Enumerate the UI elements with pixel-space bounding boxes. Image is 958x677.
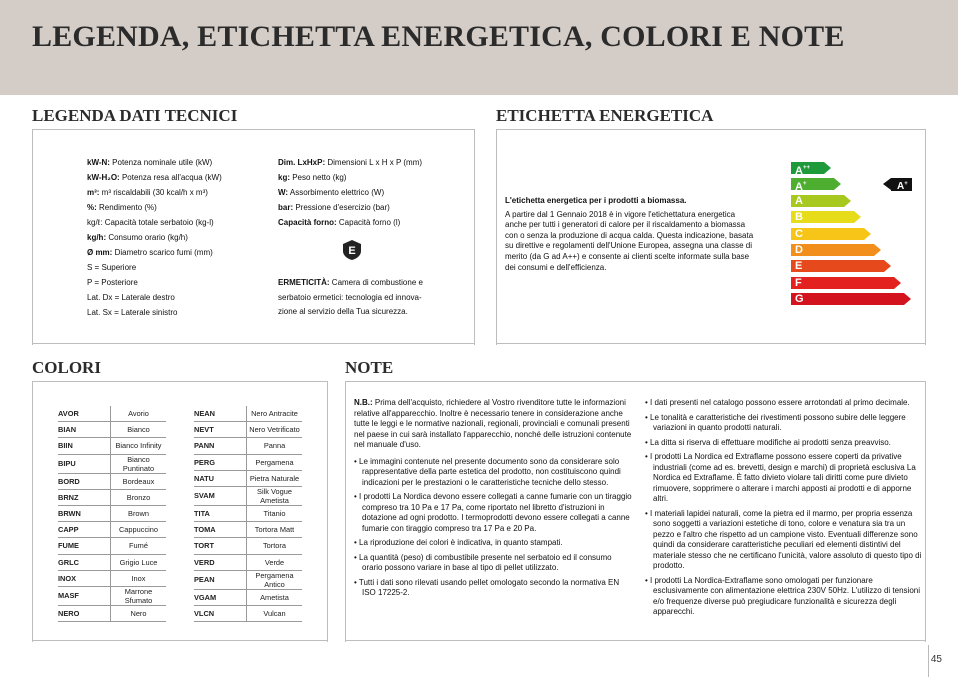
notes-right-column (645, 398, 923, 622)
energy-description (505, 196, 755, 273)
note-item: • I materiali lapidei naturali, come la pietra ed il marmo, per propria essenza sono soggetti a variazioni estetiche di tono, colore e venatura sia tra un pezzo e l'altro che rispetto ad un campione visto. Eventuali differenze sono quindi da considerare caratteristiche peculiari ed elementi distintivi del materiale stesso che ne certificano l'unicità, valore assoluto di questo tipo di prodotto. (645, 508, 922, 570)
legend-right-list (278, 155, 422, 230)
title-banner (0, 0, 958, 95)
page-divider (928, 645, 929, 677)
legend-item: kg/ℓ: Capacità totale serbatoio (kg-l) (87, 218, 214, 227)
color-row: VLCN Vulcan (194, 605, 302, 621)
legend-section-title: LEGENDA DATI TECNICI (32, 106, 238, 125)
energy-class-bar: D (791, 244, 874, 256)
color-row: BRNZ Bronzo (58, 489, 166, 505)
color-row: CAPP Cappuccino (58, 522, 166, 538)
color-row: GRLC Grigio Luce (58, 554, 166, 570)
legend-item: kW-N: Potenza nominale utile (kW) (87, 158, 213, 167)
legend-item: kW-H₂O: Potenza resa all'acqua (kW) (87, 173, 222, 182)
note-item: • La riproduzione dei colori è indicativa, in quanto stampati. (354, 538, 563, 547)
legend-item: kg: Peso netto (kg) (278, 173, 347, 182)
note-item: • I prodotti La Nordica ed Extraflame possono essere coperti da privative industriali (come ad es. brevetti, design e marchi) di proprietà esclusiva La Nordica ed Extraflame. È fatto divieto violare tali diritti come pure divieto rimuovere, sopprimere o alterare i marchi apposti ai prodotti e di apporne altri. (645, 452, 916, 503)
energy-description-title: L'etichetta energetica per i prodotti a biomassa. (505, 196, 687, 205)
notes-nb: N.B.: Prima dell'acquisto, richiedere al Vostro rivenditore tutte le informazioni relative all'apparecchio. Inoltre è necessario tenere in considerazione anche tutte le leggi e le normative nazionali, regionali, provinciali e comunali presenti nel paese in cui sarà installato l'apparecchio, nonché delle istruzioni contenute nel manuale d'uso. (354, 398, 632, 449)
note-item: • I dati presenti nel catalogo possono essere arrotondati al primo decimale. (645, 398, 910, 407)
color-row: BORD Bordeaux (58, 473, 166, 489)
colors-table-right (194, 406, 302, 622)
page-title: LEGENDA, ETICHETTA ENERGETICA, COLORI E NOTE (32, 20, 845, 53)
color-row: NATU Pietra Naturale (194, 470, 302, 486)
color-row: NERO Nero (58, 605, 166, 621)
legend-item: kg/h: Consumo orario (kg/h) (87, 233, 188, 242)
legend-item: Capacità forno: Capacità forno (l) (278, 218, 401, 227)
legend-item: W: Assorbimento elettrico (W) (278, 188, 385, 197)
color-row: MASF Marrone Sfumato (58, 586, 166, 605)
energy-description-body: A partire dal 1 Gennaio 2018 è in vigore l'etichettatura energetica anche per tutti i generatori di calore per il riscaldamento a biomassa con o senza la produzione di acqua calda. Questa indicazione, basata su direttive e regolamenti dell'Unione Europea, assegna una classe di merito (da G ad A++) e consente ai clienti scelte informate sulla base dei consumi e dell'efficienza. (505, 209, 754, 272)
legend-item: Dim. LxHxP: Dimensioni L x H x P (mm) (278, 158, 423, 167)
energy-class-bar: A++ (791, 162, 824, 174)
color-row: PEAN Pergamena Antico (194, 570, 302, 589)
energy-class-badge: A+ (891, 178, 912, 191)
note-item: • La ditta si riserva di effettuare modifiche ai prodotti senza preavviso. (645, 437, 891, 447)
energy-class-bar: A+ (791, 178, 834, 190)
color-row: BIAN Bianco (58, 422, 166, 438)
color-row: VERD Verde (194, 554, 302, 570)
energy-class-bar: E (791, 260, 884, 272)
legend-item: P = Posteriore (87, 278, 138, 287)
energy-class-bar: F (791, 277, 894, 289)
energy-class-bar: B (791, 211, 854, 223)
ermeticita-value: Camera di combustione e serbatoio ermetici: tecnologia ed innova-zione al servizio della Tua sicurezza. (278, 278, 423, 316)
energy-class-bar: A (791, 195, 844, 207)
energy-section-title: ETICHETTA ENERGETICA (496, 106, 714, 125)
note-item: • I prodotti La Nordica-Extraflame sono omologati per funzionare esclusivamente con alimentazione elettrica 230V 50Hz. L'utilizzo di tensioni e/o frequenze diverse può pregiudicare funzionalità e sicurezza degli apparecchi. (645, 575, 921, 616)
ermeticita-key: ERMETICITÀ: (278, 278, 330, 287)
color-row: PERG Pergamena (194, 454, 302, 470)
color-row: SVAM Silk Vogue Ametista (194, 486, 302, 505)
legend-item: Lat. Sx = Laterale sinistro (87, 308, 178, 317)
legend-item: Ø mm: Diametro scarico fumi (mm) (87, 248, 213, 257)
svg-text:E: E (348, 245, 356, 257)
notes-section-title: NOTE (345, 358, 394, 377)
legend-left-list (87, 155, 222, 320)
color-row: PANN Panna (194, 438, 302, 454)
note-item: • Le tonalità e caratteristiche dei rivestimenti possono subire delle leggere variazioni in quanto prodotti naturali. (645, 412, 906, 432)
color-row: FUME Fumé (58, 538, 166, 554)
color-row: NEVT Nero Vetrificato (194, 422, 302, 438)
color-row: INOX Inox (58, 570, 166, 586)
energy-class-bar: C (791, 228, 864, 240)
color-row: TOMA Tortora Matt (194, 522, 302, 538)
note-item: • Tutti i dati sono rilevati usando pellet omologato secondo la normativa EN ISO 17225-2. (354, 577, 620, 597)
color-row: VGAM Ametista (194, 589, 302, 605)
page-number: 45 (930, 654, 942, 665)
note-item: • La quantità (peso) di combustibile presente nel serbatoio ed il consumo orario possono variare in base al tipo di pellet utilizzato. (354, 552, 612, 572)
energy-class-bar: G (791, 293, 904, 305)
color-row: TITA Titanio (194, 505, 302, 521)
note-item: • Le immagini contenute nel presente documento sono da considerare solo rappresentative della parte estetica del prodotto, non costituiscono quindi indicazioni per le prestazioni o le caratteristiche tecniche dello stesso. (354, 456, 621, 487)
legend-item: Lat. Dx = Laterale destro (87, 293, 175, 302)
color-row: BIPU Bianco Puntinato (58, 454, 166, 473)
legend-item: S = Superiore (87, 263, 137, 272)
ermeticita-badge-icon (341, 239, 363, 261)
color-row: AVOR Avorio (58, 406, 166, 422)
color-row: TORT Tortora (194, 538, 302, 554)
color-row: BIIN Bianco Infinity (58, 438, 166, 454)
ermeticita-text (278, 276, 428, 320)
color-row: NEAN Nero Antracite (194, 406, 302, 422)
color-row: BRWN Brown (58, 505, 166, 521)
legend-item: bar: Pressione d'esercizio (bar) (278, 203, 390, 212)
note-item: • I prodotti La Nordica devono essere collegati a canne fumarie con un tiraggio compreso tra 10 Pa e 17 Pa, come riportato nel libretto d'istruzioni in dotazione ad ogni prodotto. I termoprodotti devono essere collegati a canne fumarie con tiraggio compreso tra 17 Pa e 20 Pa. (354, 492, 632, 533)
legend-item: m³: m³ riscaldabili (30 kcal/h x m³) (87, 188, 208, 197)
colors-table-left (58, 406, 166, 622)
legend-item: %: Rendimento (%) (87, 203, 157, 212)
notes-left-column (354, 398, 632, 603)
colors-section-title: COLORI (32, 358, 101, 377)
